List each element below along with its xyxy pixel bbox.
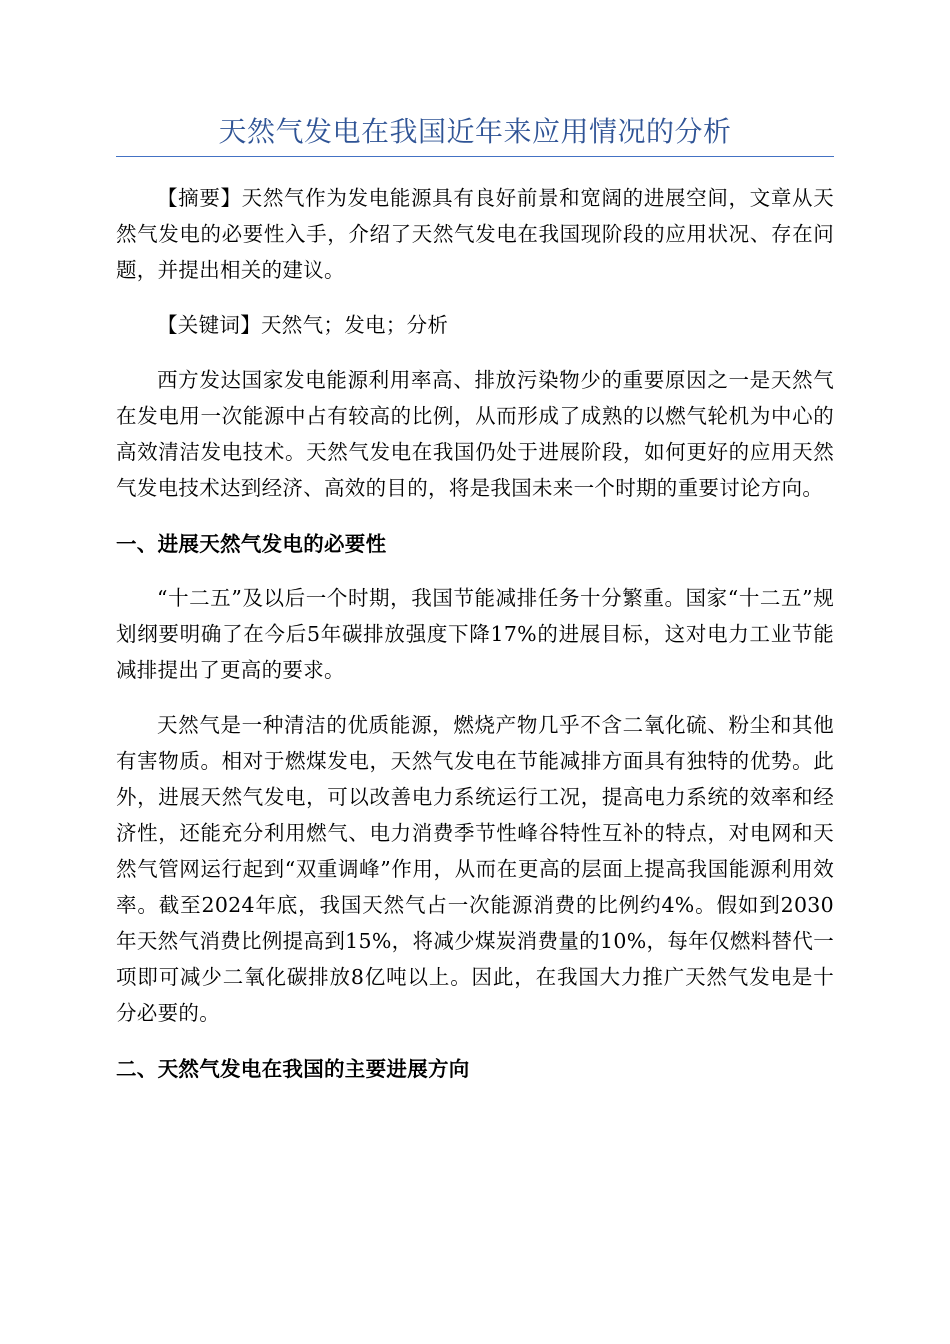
document-page	[116, 110, 834, 1087]
document-title: 天然气发电在我国近年来应用情况的分析	[116, 110, 834, 157]
section-heading-1: 一、进展天然气发电的必要性	[116, 532, 387, 556]
keywords-paragraph: 【关键词】天然气；发电；分析	[157, 313, 449, 337]
section1-paragraph-1: “十二五”及以后一个时期，我国节能减排任务十分繁重。国家“十二五”规划纲要明确了在今后5年碳排放强度下降17%的进展目标，这对电力工业节能减排提出了更高的要求。	[116, 586, 834, 682]
section-heading-2: 二、天然气发电在我国的主要进展方向	[116, 1057, 470, 1081]
intro-paragraph: 西方发达国家发电能源利用率高、排放污染物少的重要原因之一是天然气在发电用一次能源中占有较高的比例，从而形成了成熟的以燃气轮机为中心的高效清洁发电技术。天然气发电在我国仍处于进展阶段，如何更好的应用天然气发电技术达到经济、高效的目的，将是我国未来一个时期的重要讨论方向。	[116, 368, 834, 500]
section1-paragraph-2: 天然气是一种清洁的优质能源，燃烧产物几乎不含二氧化硫、粉尘和其他有害物质。相对于燃煤发电，天然气发电在节能减排方面具有独特的优势。此外，进展天然气发电，可以改善电力系统运行工况，提高电力系统的效率和经济性，还能充分利用燃气、电力消费季节性峰谷特性互补的特点，对电网和天然气管网运行起到“双重调峰”作用，从而在更高的层面上提高我国能源利用效率。截至2024年底，我国天然气占一次能源消费的比例约4%。假如到2030年天然气消费比例提高到15%，将减少煤炭消费量的10%，每年仅燃料替代一项即可减少二氧化碳排放8亿吨以上。因此，在我国大力推广天然气发电是十分必要的。	[116, 713, 834, 1025]
abstract-paragraph: 【摘要】天然气作为发电能源具有良好前景和宽阔的进展空间，文章从天然气发电的必要性入手，介绍了天然气发电在我国现阶段的应用状况、存在问题，并提出相关的建议。	[116, 186, 834, 282]
